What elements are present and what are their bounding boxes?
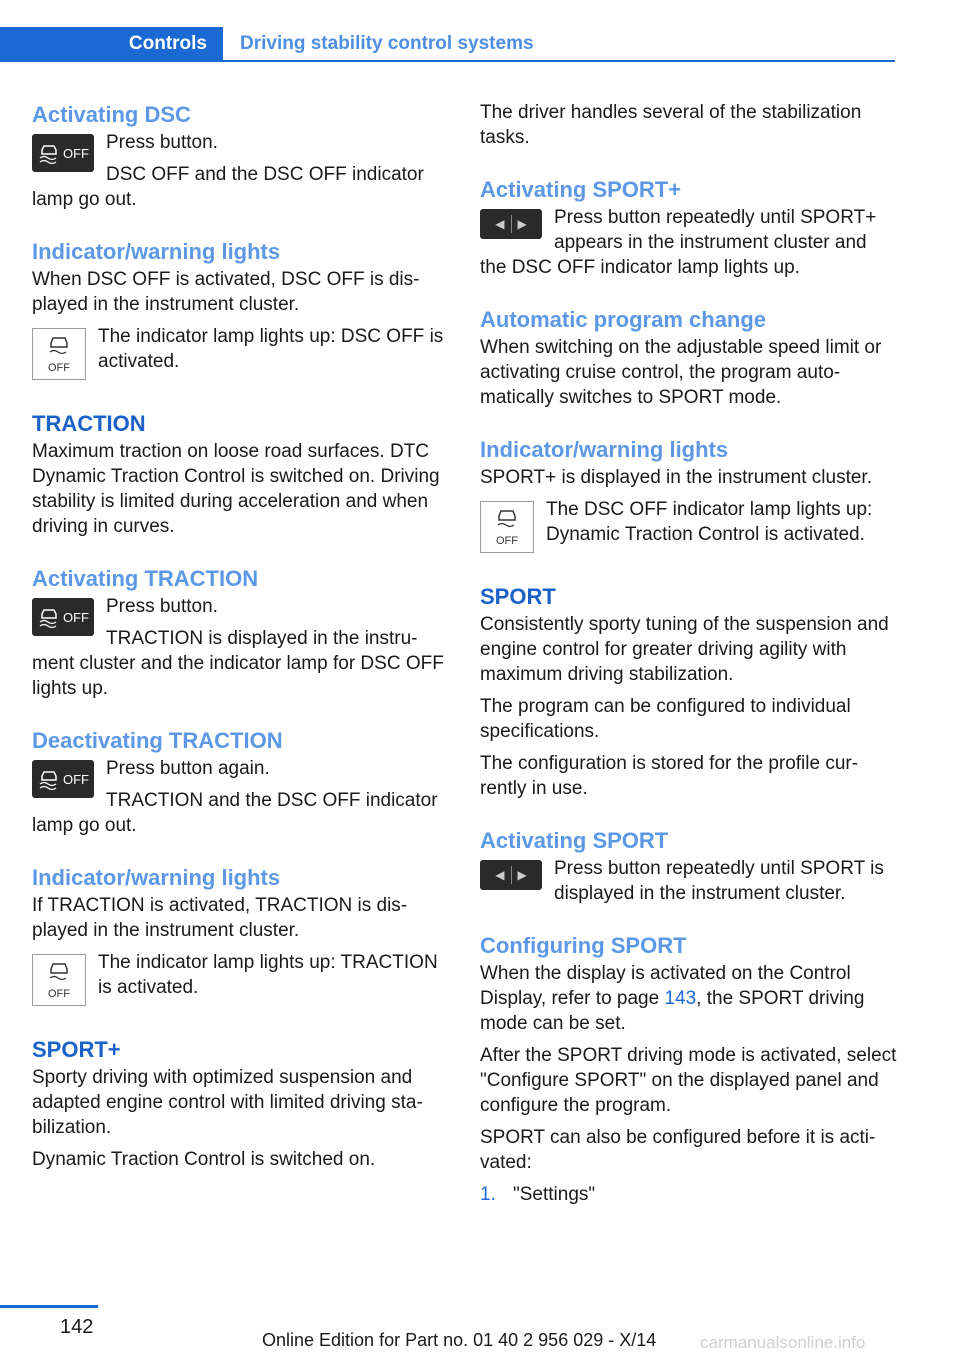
activating-dsc-text: DSC OFF and the DSC OFF indicator lamp go out. bbox=[32, 164, 424, 210]
left-column bbox=[32, 100, 452, 1172]
indicator-1-lamp-text: The indicator lamp lights up: DSC OFF is activated. bbox=[98, 326, 444, 372]
dsc-off-lamp-icon bbox=[32, 328, 86, 380]
off-label: OFF bbox=[63, 609, 89, 625]
dsc-off-button-icon bbox=[32, 134, 94, 172]
sport-text-2: The program can be configured to individual specifications. bbox=[480, 696, 851, 742]
off-label: OFF bbox=[496, 535, 518, 547]
configuring-sport-text-1: When the display is activated on the Control Display, refer to page 143, the SPORT driving mode can be set. bbox=[480, 963, 865, 1034]
configuring-sport-text-3: SPORT can also be configured before it is activated: bbox=[480, 1127, 876, 1173]
activating-sport-text: Press button repeatedly until SPORT is displayed in the instrument cluster. bbox=[554, 858, 884, 904]
activating-traction-block bbox=[32, 594, 452, 701]
activating-sport-block bbox=[480, 856, 898, 906]
heading-indicator-3: Indicator/warning lights bbox=[480, 437, 729, 462]
dsc-off-lamp-icon bbox=[480, 501, 534, 553]
heading-configuring-sport: Configuring SPORT bbox=[480, 933, 687, 958]
driving-mode-switch-icon bbox=[480, 209, 542, 239]
deactivating-traction-step: Press button again. bbox=[106, 758, 270, 779]
heading-traction: TRACTION bbox=[32, 411, 146, 436]
indicator-1-text: When DSC OFF is activated, DSC OFF is displayed in the instrument cluster. bbox=[32, 269, 420, 315]
traction-text: Maximum traction on loose road surfaces. DTC Dynamic Traction Control is switched on. Driving stability is limited during acceleration and when driving in curves. bbox=[32, 441, 440, 537]
activating-sport-plus-text: Press button repeatedly until SPORT+ appears in the instrument cluster and the DSC OFF indicator lamp lights up. bbox=[480, 207, 877, 278]
sport-plus-text-1: Sporty driving with optimized suspension and adapted engine control with limited driving stabilization. bbox=[32, 1067, 423, 1138]
indicator-2-lamp-text: The indicator lamp lights up: TRACTION is activated. bbox=[98, 952, 438, 998]
heading-deactivating-traction: Deactivating TRACTION bbox=[32, 728, 283, 753]
activating-traction-text: TRACTION is displayed in the instrument cluster and the indicator lamp for DSC OFF lights up. bbox=[32, 628, 444, 699]
list-text: "Settings" bbox=[513, 1184, 596, 1205]
footer-rule bbox=[0, 1305, 98, 1308]
car-skid-icon bbox=[37, 767, 61, 791]
dsc-off-button-icon bbox=[32, 598, 94, 636]
indicator-2-lamp-block bbox=[32, 950, 452, 1010]
dsc-off-lamp-icon bbox=[32, 954, 86, 1006]
off-label: OFF bbox=[48, 362, 70, 374]
off-label: OFF bbox=[63, 145, 89, 161]
edition-text: Online Edition for Part no. 01 40 2 956 029 - X/14 bbox=[262, 1330, 657, 1350]
sport-text-1: Consistently sporty tuning of the suspension and engine control for greater driving agility with maximum driving stabilization. bbox=[480, 614, 889, 685]
indicator-3-text: SPORT+ is displayed in the instrument cluster. bbox=[480, 467, 872, 488]
heading-activating-sport-plus: Activating SPORT+ bbox=[480, 177, 682, 202]
chapter-tab[interactable]: Controls bbox=[0, 27, 223, 60]
watermark: carmanualsonline.info bbox=[700, 1333, 866, 1352]
auto-change-text: When switching on the adjustable speed limit or activating cruise control, the program automatically switches to SPORT mode. bbox=[480, 337, 882, 408]
chevron-left-icon: ◀ bbox=[495, 217, 505, 231]
page-link[interactable]: 143 bbox=[664, 988, 697, 1009]
heading-indicator-2: Indicator/warning lights bbox=[32, 865, 281, 890]
configuring-sport-text-2: After the SPORT driving mode is activated, select "Configure SPORT" on the displayed panel and configure the program. bbox=[480, 1045, 897, 1116]
page-header bbox=[0, 27, 895, 62]
indicator-3-lamp-block bbox=[480, 497, 898, 557]
page-number: 142 bbox=[60, 1316, 94, 1338]
heading-auto-change: Automatic program change bbox=[480, 307, 767, 332]
indicator-3-lamp-text: The DSC OFF indicator lamp lights up: Dynamic Traction Control is activated. bbox=[546, 499, 873, 545]
activating-traction-step: Press button. bbox=[106, 596, 218, 617]
right-intro: The driver handles several of the stabilization tasks. bbox=[480, 102, 862, 148]
sport-plus-text-2: Dynamic Traction Control is switched on. bbox=[32, 1149, 376, 1170]
deactivating-traction-text: TRACTION and the DSC OFF indicator lamp go out. bbox=[32, 790, 438, 836]
list-item bbox=[480, 1182, 898, 1207]
heading-activating-traction: Activating TRACTION bbox=[32, 566, 259, 591]
car-skid-icon bbox=[37, 605, 61, 629]
activating-sport-plus-block bbox=[480, 205, 898, 280]
heading-indicator-1: Indicator/warning lights bbox=[32, 239, 281, 264]
off-label: OFF bbox=[48, 988, 70, 1000]
chevron-left-icon: ◀ bbox=[495, 868, 505, 882]
dsc-off-button-icon bbox=[32, 760, 94, 798]
indicator-2-text: If TRACTION is activated, TRACTION is displayed in the instrument cluster. bbox=[32, 895, 408, 941]
chevron-right-icon: ▶ bbox=[517, 868, 527, 882]
heading-activating-dsc: Activating DSC bbox=[32, 102, 191, 127]
heading-activating-sport: Activating SPORT bbox=[480, 828, 669, 853]
off-label: OFF bbox=[63, 771, 89, 787]
list-number: 1. bbox=[480, 1184, 496, 1205]
activating-dsc-block bbox=[32, 130, 452, 212]
header-rule bbox=[0, 60, 895, 62]
deactivating-traction-block bbox=[32, 756, 452, 838]
chevron-right-icon: ▶ bbox=[517, 217, 527, 231]
sport-text-3: The configuration is stored for the profile currently in use. bbox=[480, 753, 859, 799]
car-skid-icon bbox=[37, 141, 61, 165]
section-title[interactable]: Driving stability control systems bbox=[240, 32, 534, 54]
heading-sport: SPORT bbox=[480, 584, 556, 609]
driving-mode-switch-icon bbox=[480, 860, 542, 890]
activating-dsc-step: Press button. bbox=[106, 132, 218, 153]
heading-sport-plus: SPORT+ bbox=[32, 1037, 121, 1062]
right-column bbox=[480, 100, 898, 1207]
indicator-1-lamp-block bbox=[32, 324, 452, 384]
